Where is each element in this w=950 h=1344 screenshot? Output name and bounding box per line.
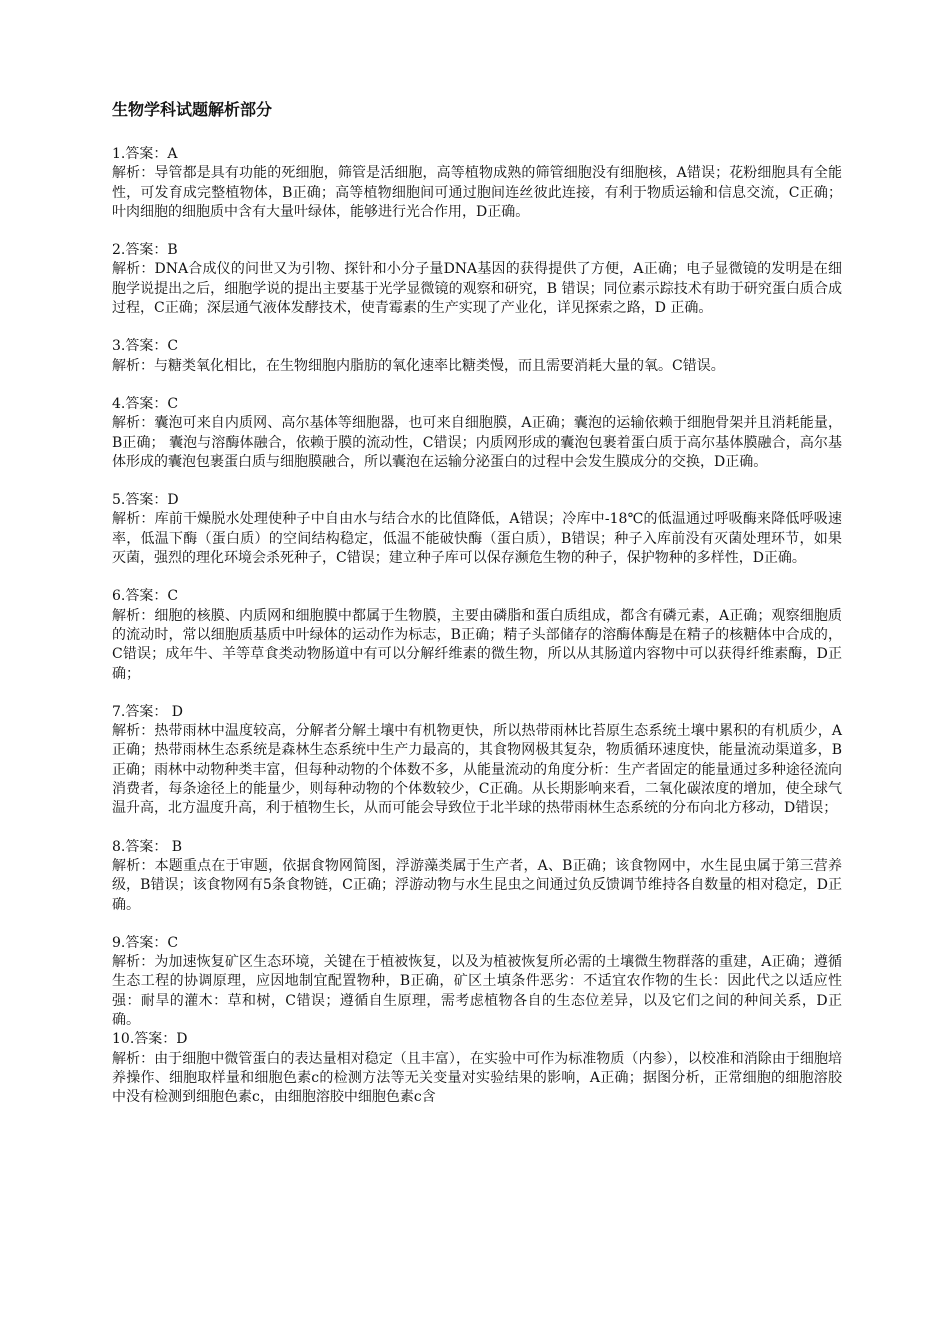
analysis-text: 解析：库前干燥脱水处理使种子中自由水与结合水的比值降低，A错误；冷库中-18℃的低温通过呼吸酶来降低呼吸速率，低温下酶（蛋白质）的空间结构稳定，低温不能破快酶（蛋白质），B错误；种子入库前没有灭菌处理环节，如果灭菌，强烈的理化环境会杀死种子，C错误；建立种子库可以保存濒危生物的种子，保护物种的多样性，D正确。 xyxy=(112,511,842,567)
analysis-text: 解析：导管都是具有功能的死细胞，筛管是活细胞，高等植物成熟的筛管细胞没有细胞核，A错误；花粉细胞具有全能性，可发育成完整植物体，B正确；高等植物细胞间可通过胞间连丝彼此连接，有利于物质运输和信息交流，C正确；叶肉细胞的细胞质中含有大量叶绿体，能够进行光合作用，D正确。 xyxy=(112,165,842,220)
answer-item-7 xyxy=(112,703,842,819)
analysis-text: 解析：由于细胞中微管蛋白的表达量相对稳定（且丰富），在实验中可作为标准物质（内参），以校准和消除由于细胞培养操作、细胞取样量和细胞色素c的检测方法等无关变量对实验结果的影响，A正确；据图分析，正常细胞的细胞溶胶中没有检测到细胞色素c，由细胞溶胶中细胞色素c含 xyxy=(112,1050,842,1106)
answer-item-5 xyxy=(112,491,842,568)
answer-item-1 xyxy=(112,145,842,222)
answer-line: 3.答案：C xyxy=(112,338,179,355)
answer-line: 6.答案：C xyxy=(112,588,179,605)
answer-item-10 xyxy=(112,1030,842,1107)
analysis-text: 解析：囊泡可来自内质网、高尔基体等细胞器，也可来自细胞膜，A正确；囊泡的运输依赖于细胞骨架并且消耗能量，B正确； 囊泡与溶酶体融合，依赖于膜的流动性，C错误；内质网形成的囊泡包裹着蛋白质于高尔基体膜融合，高尔基体形成的囊泡包裹蛋白质与细胞膜融合，所以囊泡在运输分泌蛋白的过程中会发生膜成分的交换，D正确。 xyxy=(112,415,842,470)
answer-item-2 xyxy=(112,241,842,318)
answer-item-3 xyxy=(112,337,842,376)
answer-line: 8.答案： B xyxy=(112,838,183,855)
analysis-text: 解析：热带雨林中温度较高，分解者分解土壤中有机物更快，所以热带雨林比苔原生态系统土壤中累积的有机质少，A正确；热带雨林生态系统是森林生态系统中生产力最高的，其食物网极其复杂，物质循环速度快，能量流动渠道多，B正确；雨林中动物种类丰富，但每种动物的个体数不多，从能量流动的角度分析：生产者固定的能量通过多种途径流向消费者，每条途径上的能量少，则每种动物的个体数较少，C正确。从长期影响来看，二氧化碳浓度的增加，使全球气温升高，北方温度升高，利于植物生长，从而可能会导致位于北半球的热带雨林生态系统的分布向北方移动，D错误； xyxy=(112,723,842,817)
answer-item-8 xyxy=(112,838,842,915)
answer-line: 2.答案：B xyxy=(112,242,178,259)
document-page xyxy=(112,100,842,1107)
answer-line: 10.答案：D xyxy=(112,1031,188,1048)
document-title: 生物学科试题解析部分 xyxy=(112,100,273,119)
answer-line: 1.答案：A xyxy=(112,146,178,162)
answer-line: 9.答案：C xyxy=(112,934,179,951)
analysis-text: 解析：与糖类氧化相比，在生物细胞内脂肪的氧化速率比糖类慢，而且需要消耗大量的氧。C错误。 xyxy=(112,357,725,374)
analysis-text: 解析：为加速恢复矿区生态环境，关键在于植被恢复，以及为植被恢复所必需的土壤微生物群落的重建，A正确；遵循生态工程的协调原理，应因地制宜配置物种，B正确，矿区土填条件恶劣：不适宜农作物的生长：因此代之以适应性强：耐旱的灌木：草和树，C错误；遵循自生原理，需考虑植物各自的生态位差异，以及它们之间的种间关系，D正确。 xyxy=(112,954,842,1028)
answer-line: 5.答案：D xyxy=(112,492,179,509)
answer-line: 4.答案：C xyxy=(112,395,179,412)
analysis-text: 解析：细胞的核膜、内质网和细胞膜中都属于生物膜，主要由磷脂和蛋白质组成，都含有磷元素，A正确；观察细胞质的流动时，常以细胞质基质中叶绿体的运动作为标志，B正确；精子头部储存的溶酶体酶是在精子的核糖体中合成的，C错误；成年牛、羊等草食类动物肠道中有可以分解纤维素的微生物，所以从其肠道内容物中可以获得纤维素酶，D正确； xyxy=(112,607,842,682)
analysis-text: 解析：DNA合成仪的问世又为引物、探针和小分子量DNA基因的获得提供了方便，A正确；电子显微镜的发明是在细胞学说提出之后，细胞学说的提出主要基于光学显微镜的观察和研究，B 错误；同位素示踪技术有助于研究蛋白质合成过程，C正确；深层通气液体发酵技术，使青霉素的生产实现了产业化，详见探索之路，D 正确。 xyxy=(112,261,842,317)
answer-line: 7.答案： D xyxy=(112,703,184,720)
analysis-text: 解析：本题重点在于审题，依据食物网简图，浮游藻类属于生产者，A、B正确；该食物网中，水生昆虫属于第三营养级，B错误；该食物网有5条食物链，C正确；浮游动物与水生昆虫之间通过负反馈调节维持各自数量的相对稳定，D正确。 xyxy=(112,857,842,913)
answer-item-9 xyxy=(112,934,842,1030)
answer-item-4 xyxy=(112,395,842,472)
answer-item-6 xyxy=(112,587,842,683)
